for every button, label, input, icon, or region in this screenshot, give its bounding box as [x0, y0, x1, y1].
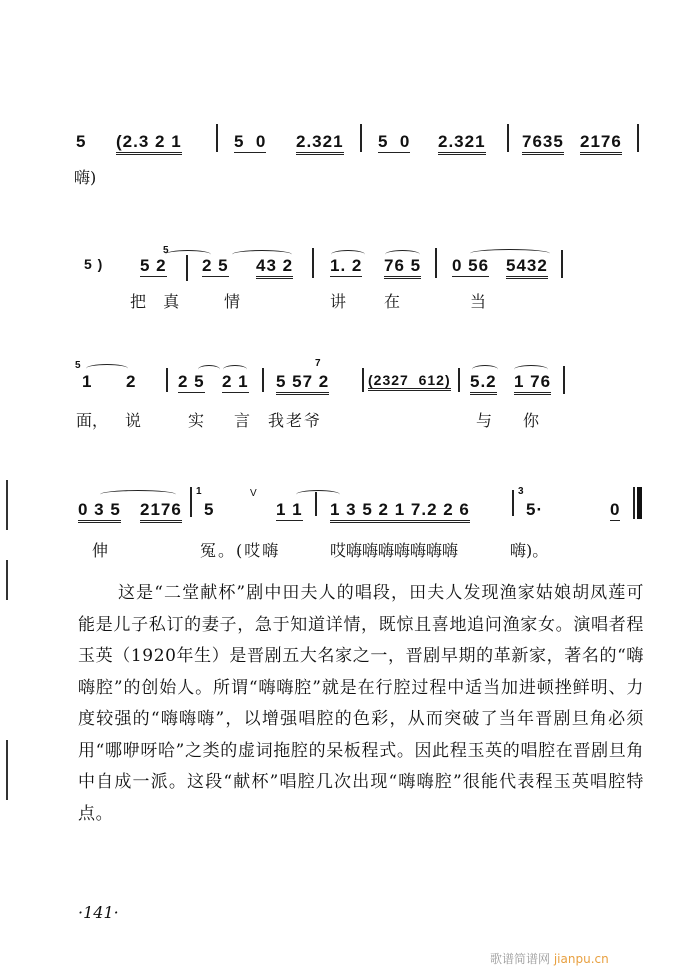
- note: 1: [82, 372, 93, 391]
- note-group: 5 0: [378, 132, 411, 151]
- barline: [186, 255, 188, 281]
- barline: [458, 368, 460, 392]
- lyric: 你: [523, 411, 540, 430]
- barline: [512, 490, 514, 516]
- watermark-cn: 歌谱简谱网: [490, 952, 551, 966]
- slur: [470, 249, 550, 258]
- barline: [262, 368, 264, 392]
- barline: [315, 492, 317, 516]
- lyric: 嗨): [74, 168, 97, 187]
- note-group: 0 3 5: [78, 500, 121, 523]
- barline: [435, 248, 437, 278]
- lyric: 言: [234, 411, 251, 430]
- note: 2: [126, 372, 137, 391]
- note-group: 2 5: [202, 256, 229, 275]
- note-group: 1 3 5 2 1 7.2 2 6: [330, 500, 470, 523]
- grace-note: 1: [196, 486, 202, 497]
- barline: [561, 250, 563, 278]
- slur: [86, 364, 128, 373]
- watermark: [490, 950, 609, 967]
- scan-edge-mark: [6, 560, 8, 600]
- note-group: 2 5: [178, 372, 205, 391]
- lyric: 我老爷: [268, 411, 323, 430]
- lyric: 嗨)。: [510, 541, 549, 560]
- note: 5·: [526, 500, 544, 519]
- note-group: 0 56: [452, 256, 490, 275]
- barline: [563, 366, 565, 394]
- note-group: 5 2: [140, 256, 167, 275]
- lyric: 实: [188, 411, 205, 430]
- slur: [232, 250, 292, 259]
- watermark-en: jianpu.cn: [553, 952, 609, 966]
- grace-note: 7: [315, 358, 321, 369]
- barline: [360, 124, 362, 152]
- breath-mark: V: [250, 488, 258, 499]
- lyric: 当: [470, 292, 487, 311]
- note-group: 5 57 2: [276, 372, 329, 395]
- barline: [312, 248, 314, 278]
- barline: [190, 487, 192, 517]
- lyric: 在: [384, 292, 401, 311]
- lyric: 伸: [92, 541, 109, 560]
- barline: [362, 368, 364, 392]
- note-group: (2.3 2 1: [116, 132, 182, 155]
- note-group: 43 2: [256, 256, 293, 279]
- barline: [637, 124, 639, 152]
- commentary-paragraph: 这是“二堂献杯”剧中田夫人的唱段，田夫人发现渔家姑娘胡凤莲可能是儿子私订的妻子，急于知道详情，既惊且喜地追问渔家女。演唱者程玉英（1920年生）是晋剧五大名家之一，晋剧早期的革新家，著名的“嗨嗨腔”的创始人。所谓“嗨嗨腔”就是在行腔过程中适当加进顿挫鲜明、力度较强的“嗨嗨嗨”，以增强唱腔的色彩，从而突破了当年晋剧旦角必须用“哪咿呀哈”之类的虚词拖腔的呆板程式。因此程玉英的唱腔在晋剧旦角中自成一派。这段“献杯”唱腔几次出现“嗨嗨腔”很能代表程玉英唱腔特点。: [78, 583, 644, 824]
- barline: [166, 368, 168, 392]
- lyric: 情: [224, 292, 241, 311]
- page-number: ·141·: [78, 903, 119, 922]
- slur: [472, 365, 498, 374]
- grace-note: 3: [518, 486, 524, 497]
- barline: [633, 487, 635, 519]
- slur: [296, 490, 340, 499]
- scan-edge-mark: [6, 740, 8, 800]
- barline: [216, 124, 218, 152]
- note-group: 1. 2: [330, 256, 363, 275]
- note: 5: [76, 132, 87, 151]
- note-group: 2176: [140, 500, 182, 523]
- note-group: 2.321: [296, 132, 344, 155]
- slur: [198, 365, 220, 374]
- note-group: 5432: [506, 256, 548, 279]
- slur: [331, 250, 365, 259]
- note-group: 5 0: [234, 132, 267, 151]
- slur: [223, 365, 247, 374]
- lyric: 冤。(哎嗨: [200, 541, 281, 560]
- lyric: 哎嗨嗨嗨嗨嗨嗨嗨: [330, 541, 459, 560]
- final-barline: [637, 487, 642, 519]
- lyric: 把 真: [130, 292, 186, 311]
- grace-note: 5: [163, 245, 169, 256]
- slur: [100, 490, 176, 499]
- note: 5 ): [84, 256, 104, 272]
- barline: [507, 124, 509, 152]
- slur: [514, 365, 548, 374]
- lyric: 面，: [76, 411, 109, 430]
- lyric: 与: [476, 411, 493, 430]
- note-group: 2 1: [222, 372, 249, 391]
- note-group: 2176: [580, 132, 622, 155]
- note: 5: [204, 500, 215, 519]
- note-group: (2327 612): [368, 372, 451, 391]
- note-group: 5.2: [470, 372, 497, 395]
- lyric: 说: [125, 411, 142, 430]
- note-group: 1 1: [276, 500, 303, 519]
- note: 0: [610, 500, 621, 519]
- slur: [385, 250, 420, 259]
- note-group: 1 76: [514, 372, 551, 395]
- scan-edge-mark: [6, 480, 8, 530]
- note-group: 76 5: [384, 256, 421, 279]
- note-group: 7635: [522, 132, 564, 155]
- note-group: 2.321: [438, 132, 486, 155]
- lyric: 讲: [330, 292, 347, 311]
- grace-note: 5: [75, 360, 81, 371]
